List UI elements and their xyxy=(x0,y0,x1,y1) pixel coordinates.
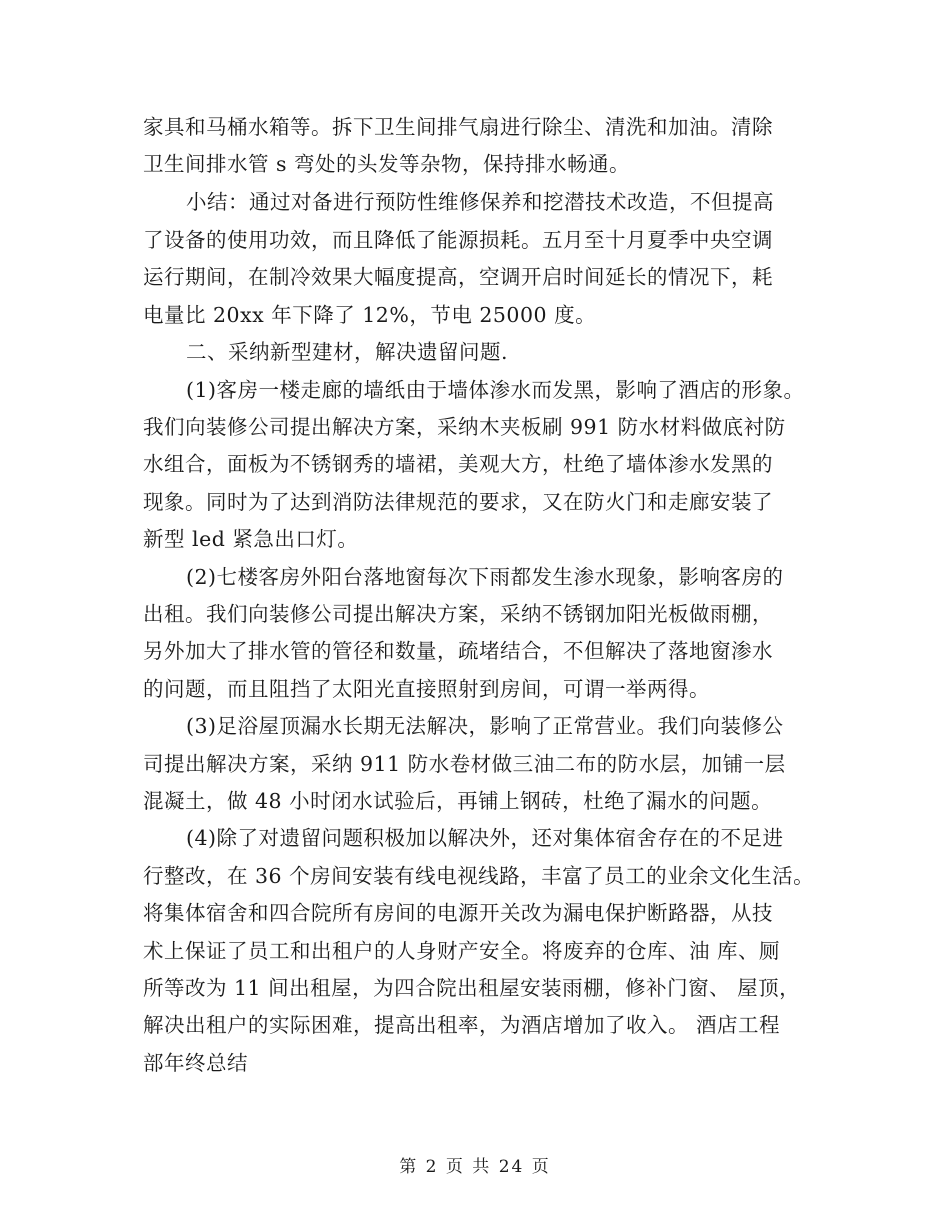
text-line: 混凝土，做 48 小时闭水试验后，再铺上钢砖，杜绝了漏水的问题。 xyxy=(143,789,773,813)
text-line: (1)客房一楼走廊的墙纸由于墙体渗水而发黑，影响了酒店的形象。 xyxy=(186,378,805,402)
text-line: 运行期间，在制冷效果大幅度提高，空调开启时间延长的情况下，耗 xyxy=(143,265,773,289)
text-line: 另外加大了排水管的管径和数量，疏堵结合，不但解决了落地窗渗水 xyxy=(143,639,773,663)
text-line: 所等改为 11 间出租屋，为四合院出租屋安装雨棚，修补门窗、 屋顶， xyxy=(143,976,801,1000)
text-line: 小结：通过对备进行预防性维修保养和挖潜技术改造，不但提高 xyxy=(186,190,774,214)
text-line: 我们向装修公司提出解决方案，采纳木夹板刷 991 防水材料做底衬防 xyxy=(143,415,786,439)
page-number-footer: 第 2 页 共 24 页 xyxy=(399,1157,551,1177)
text-line: 解决出租户的实际困难，提高出租率，为酒店增加了收入。 酒店工程 xyxy=(143,1013,781,1037)
text-line: 现象。同时为了达到消防法律规范的要求，又在防火门和走廊安装了 xyxy=(143,490,773,514)
text-line: 电量比 20xx 年下降了 12%，节电 25000 度。 xyxy=(143,303,597,327)
text-line: 司提出解决方案，采纳 911 防水卷材做三油二布的防水层，加铺一层 xyxy=(143,752,786,776)
text-line: 的问题，而且阻挡了太阳光直接照射到房间，可谓一举两得。 xyxy=(143,677,710,701)
text-line: (4)除了对遗留问题积极加以解决外，还对集体宿舍存在的不足进 xyxy=(186,826,784,850)
section-heading: 二、采纳新型建材，解决遗留问题. xyxy=(186,340,509,364)
text-line: 术上保证了员工和出租户的人身财产安全。将废弃的仓库、油 库、厕 xyxy=(143,939,781,963)
text-line: 了设备的使用功效，而且降低了能源损耗。五月至十月夏季中央空调 xyxy=(143,228,773,252)
text-line: 家具和马桶水箱等。拆下卫生间排气扇进行除尘、清洗和加油。清除 xyxy=(143,115,773,139)
text-line: 新型 led 紧急出口灯。 xyxy=(143,527,359,551)
text-line: (2)七楼客房外阳台落地窗每次下雨都发生渗水现象，影响客房的 xyxy=(186,565,784,589)
text-line: 部年终总结 xyxy=(143,1051,248,1075)
text-line: 出租。我们向装修公司提出解决方案，采纳不锈钢加阳光板做雨棚， xyxy=(143,602,773,626)
text-line: (3)足浴屋顶漏水长期无法解决，影响了正常营业。我们向装修公 xyxy=(186,714,784,738)
text-line: 水组合，面板为不锈钢秀的墙裙，美观大方，杜绝了墙体渗水发黑的 xyxy=(143,452,773,476)
text-line: 卫生间排水管 s 弯处的头发等杂物，保持排水畅通。 xyxy=(143,152,631,176)
text-line: 将集体宿舍和四合院所有房间的电源开关改为漏电保护断路器，从技 xyxy=(143,901,773,925)
text-line: 行整改，在 36 个房间安装有线电视线路，丰富了员工的业余文化生活。 xyxy=(143,864,815,888)
